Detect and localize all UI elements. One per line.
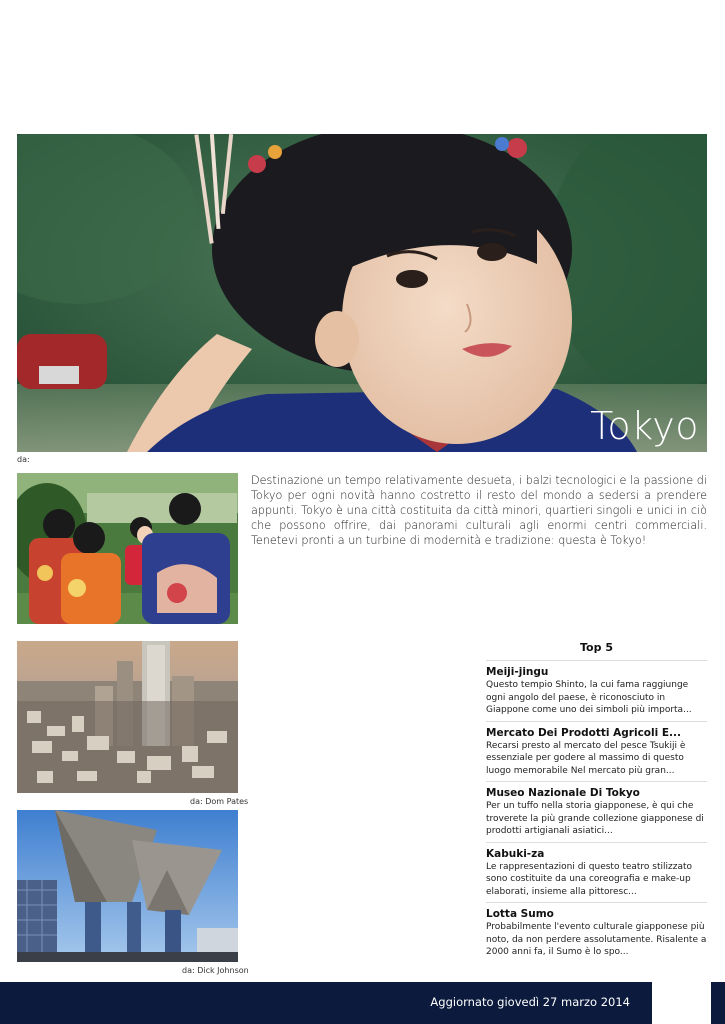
top5-item-desc: Questo tempio Shinto, la cui fama raggiunge ogni angolo del paese, è riconosciuto in Giappone come uno dei simboli più importa... xyxy=(486,680,692,715)
top5-item-desc: Le rappresentazioni di questo teatro stilizzato sono costituite da una coreografia e make-up elaborati, insieme alla pittoresc... xyxy=(486,861,693,897)
skyline-credit: da: Dom Pates xyxy=(190,797,249,806)
building-credit: da: Dick Johnson xyxy=(182,966,249,975)
top5-item[interactable] xyxy=(486,782,707,843)
top5-heading: Top 5 xyxy=(486,641,707,661)
hero-credit: da: xyxy=(17,455,30,464)
top5-item-name[interactable]: Museo Nazionale Di Tokyo xyxy=(486,787,640,799)
top5-item-desc: Probabilmente l'evento culturale giapponese più noto, da non perdere assolutamente. Risalente a 2000 anni fa, il Sumo è lo spo... xyxy=(486,922,707,957)
hero-title: Tokyo xyxy=(590,404,699,448)
hero-image xyxy=(17,134,707,452)
big-sight-building-photo xyxy=(17,810,238,962)
kimono-children-photo xyxy=(17,473,238,624)
tokyo-skyline-photo xyxy=(17,641,238,793)
top5-item-desc: Per un tuffo nella storia giapponese, è qui che troverete la più grande collezione giapponese di prodotti artigianali asiatici... xyxy=(486,801,704,836)
footer-accent xyxy=(711,982,725,1024)
top5-item-name[interactable]: Meiji-jingu xyxy=(486,666,549,678)
top5-item[interactable] xyxy=(486,661,707,722)
top5-item-name[interactable]: Lotta Sumo xyxy=(486,908,554,920)
top5-list xyxy=(486,641,707,963)
intro-paragraph: Destinazione un tempo relativamente desueta, i balzi tecnologici e la passione di Tokyo per ogni novità hanno costretto il resto del mondo a sedersi a prendere appunti. Tokyo è una città costituita da città minori, quartieri singoli e unici in ciò che possono offrire, dai panorami culturali agli enormi centri commerciali. Tenetevi pronti a un turbine di modernità e tradizione: questa è Tokyo! xyxy=(251,474,707,547)
top5-item[interactable] xyxy=(486,903,707,963)
top5-item[interactable] xyxy=(486,843,707,904)
footer-bar xyxy=(0,982,652,1024)
updated-date: Aggiornato giovedì 27 marzo 2014 xyxy=(430,995,630,1009)
top5-item[interactable] xyxy=(486,722,707,783)
top5-item-name[interactable]: Kabuki-za xyxy=(486,847,545,860)
top5-item-name[interactable]: Mercato Dei Prodotti Agricoli E... xyxy=(486,726,681,739)
top5-item-desc: Recarsi presto al mercato del pesce Tsukiji è essenziale per godere al massimo di questo luogo memorabile Nel mercato più gran... xyxy=(486,740,686,776)
